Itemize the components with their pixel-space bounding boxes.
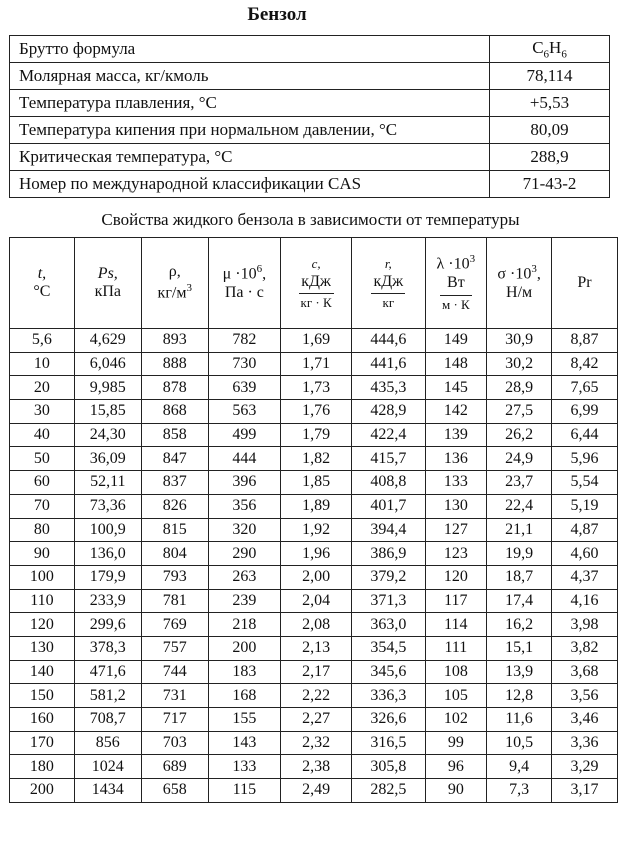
table-cell: 30,2	[487, 352, 552, 376]
table-cell: 2,32	[281, 731, 352, 755]
table-row	[10, 779, 618, 803]
table-cell: 145	[425, 376, 487, 400]
table-cell: 471,6	[74, 660, 141, 684]
info-label: Критическая температура, °C	[10, 144, 490, 171]
table-cell: 70	[10, 494, 75, 518]
table-cell: 5,19	[552, 494, 618, 518]
table-row	[10, 708, 618, 732]
table-cell: 1,73	[281, 376, 352, 400]
table-cell: 200	[10, 779, 75, 803]
table-cell: 1,79	[281, 423, 352, 447]
table-row	[10, 755, 618, 779]
table-cell: 7,3	[487, 779, 552, 803]
table-cell: 136,0	[74, 542, 141, 566]
table-cell: 3,98	[552, 613, 618, 637]
table-cell: 354,5	[352, 636, 425, 660]
table-cell: 8,42	[552, 352, 618, 376]
table-cell: 27,5	[487, 400, 552, 424]
table-cell: 133	[425, 471, 487, 495]
table-cell: 6,44	[552, 423, 618, 447]
table-cell: 17,4	[487, 589, 552, 613]
table-row	[10, 542, 618, 566]
table-cell: 815	[141, 518, 208, 542]
table-cell: 401,7	[352, 494, 425, 518]
table-cell: 22,4	[487, 494, 552, 518]
table-cell: 689	[141, 755, 208, 779]
table-row	[10, 329, 618, 353]
table-cell: 139	[425, 423, 487, 447]
table-cell: 3,68	[552, 660, 618, 684]
table-cell: 396	[208, 471, 280, 495]
table-cell: 233,9	[74, 589, 141, 613]
table-cell: 4,629	[74, 329, 141, 353]
table-cell: 1,92	[281, 518, 352, 542]
table-cell: 2,13	[281, 636, 352, 660]
table-cell: 73,36	[74, 494, 141, 518]
info-row	[10, 63, 610, 90]
table-cell: 563	[208, 400, 280, 424]
table-cell: 127	[425, 518, 487, 542]
table-cell: 435,3	[352, 376, 425, 400]
info-label: Брутто формула	[10, 36, 490, 63]
table-cell: 180	[10, 755, 75, 779]
table-cell: 757	[141, 636, 208, 660]
col-prandtl-header: Pr	[552, 238, 618, 329]
table-cell: 858	[141, 423, 208, 447]
info-value: 288,9	[490, 144, 610, 171]
table-row	[10, 352, 618, 376]
table-cell: 30,9	[487, 329, 552, 353]
table-cell: 130	[425, 494, 487, 518]
table-cell: 21,1	[487, 518, 552, 542]
table-cell: 142	[425, 400, 487, 424]
table-cell: 793	[141, 565, 208, 589]
table-cell: 717	[141, 708, 208, 732]
table-cell: 282,5	[352, 779, 425, 803]
table-cell: 3,17	[552, 779, 618, 803]
table-cell: 50	[10, 447, 75, 471]
table-cell: 90	[10, 542, 75, 566]
table-cell: 744	[141, 660, 208, 684]
table-cell: 5,6	[10, 329, 75, 353]
table-cell: 13,9	[487, 660, 552, 684]
table-cell: 36,09	[74, 447, 141, 471]
table-cell: 30	[10, 400, 75, 424]
table-cell: 1,69	[281, 329, 352, 353]
table-cell: 18,7	[487, 565, 552, 589]
table-cell: 1024	[74, 755, 141, 779]
table-cell: 730	[208, 352, 280, 376]
table-cell: 422,4	[352, 423, 425, 447]
table-cell: 2,49	[281, 779, 352, 803]
table-cell: 15,1	[487, 636, 552, 660]
table-cell: 703	[141, 731, 208, 755]
table-cell: 782	[208, 329, 280, 353]
table-cell: 170	[10, 731, 75, 755]
table-cell: 263	[208, 565, 280, 589]
table-cell: 336,3	[352, 684, 425, 708]
table-row	[10, 660, 618, 684]
table-cell: 10	[10, 352, 75, 376]
table-cell: 133	[208, 755, 280, 779]
table-cell: 639	[208, 376, 280, 400]
info-row	[10, 90, 610, 117]
table-cell: 100	[10, 565, 75, 589]
table-cell: 28,9	[487, 376, 552, 400]
table-cell: 8,87	[552, 329, 618, 353]
table-cell: 155	[208, 708, 280, 732]
table-row	[10, 684, 618, 708]
table-cell: 3,29	[552, 755, 618, 779]
table-cell: 320	[208, 518, 280, 542]
table-cell: 120	[10, 613, 75, 637]
table-cell: 114	[425, 613, 487, 637]
table-cell: 371,3	[352, 589, 425, 613]
table-cell: 90	[425, 779, 487, 803]
table-cell: 183	[208, 660, 280, 684]
table-cell: 148	[425, 352, 487, 376]
table-cell: 1434	[74, 779, 141, 803]
table-cell: 363,0	[352, 613, 425, 637]
col-vaporization-heat-header: r, $\frac{\text{кДж}}{кг}$	[352, 238, 425, 329]
table-cell: 4,16	[552, 589, 618, 613]
table-row	[10, 400, 618, 424]
table-row	[10, 731, 618, 755]
col-heat-capacity-header: c, $\frac{\text{кДж}}{кг \cdot К}$	[281, 238, 352, 329]
table-cell: 299,6	[74, 613, 141, 637]
col-surface-tension-header: $\sigma \cdot 10^3$, Н/м	[487, 238, 552, 329]
table-cell: 16,2	[487, 613, 552, 637]
table-cell: 110	[10, 589, 75, 613]
table-cell: 105	[425, 684, 487, 708]
table-cell: 499	[208, 423, 280, 447]
table-cell: 130	[10, 636, 75, 660]
table-cell: 200	[208, 636, 280, 660]
table-cell: 345,6	[352, 660, 425, 684]
info-label: Молярная масса, кг/кмоль	[10, 63, 490, 90]
table-cell: 1,89	[281, 494, 352, 518]
table-cell: 386,9	[352, 542, 425, 566]
info-row	[10, 171, 610, 198]
table-cell: 415,7	[352, 447, 425, 471]
table-cell: 856	[74, 731, 141, 755]
table-cell: 305,8	[352, 755, 425, 779]
table-row	[10, 613, 618, 637]
table-cell: 136	[425, 447, 487, 471]
table-cell: 115	[208, 779, 280, 803]
page-title: Бензол	[247, 4, 307, 25]
properties-table	[9, 237, 618, 803]
info-row	[10, 36, 610, 63]
table-row	[10, 518, 618, 542]
table-cell: 111	[425, 636, 487, 660]
table-cell: 837	[141, 471, 208, 495]
table-cell: 5,54	[552, 471, 618, 495]
table-caption: Свойства жидкого бензола в зависимости от температуры	[101, 210, 520, 229]
col-pressure-header: Ps, кПа	[74, 238, 141, 329]
table-cell: 140	[10, 660, 75, 684]
table-cell: 2,08	[281, 613, 352, 637]
table-cell: 99	[425, 731, 487, 755]
table-cell: 408,8	[352, 471, 425, 495]
info-table	[9, 35, 610, 198]
table-cell: 40	[10, 423, 75, 447]
table-cell: 20	[10, 376, 75, 400]
table-cell: 581,2	[74, 684, 141, 708]
table-cell: 290	[208, 542, 280, 566]
table-cell: 80	[10, 518, 75, 542]
table-cell: 2,17	[281, 660, 352, 684]
table-cell: 23,7	[487, 471, 552, 495]
table-cell: 316,5	[352, 731, 425, 755]
info-value: $C_6H_6$	[490, 36, 610, 63]
table-cell: 356	[208, 494, 280, 518]
table-cell: 6,99	[552, 400, 618, 424]
table-cell: 160	[10, 708, 75, 732]
table-cell: 2,38	[281, 755, 352, 779]
table-cell: 1,96	[281, 542, 352, 566]
table-cell: 10,5	[487, 731, 552, 755]
table-cell: 96	[425, 755, 487, 779]
info-value: +5,53	[490, 90, 610, 117]
table-cell: 444,6	[352, 329, 425, 353]
table-cell: 893	[141, 329, 208, 353]
col-viscosity-header: $\mu \cdot 10^6$, Па · с	[208, 238, 280, 329]
table-row	[10, 565, 618, 589]
table-cell: 6,046	[74, 352, 141, 376]
table-cell: 9,985	[74, 376, 141, 400]
table-cell: 117	[425, 589, 487, 613]
info-value: 80,09	[490, 117, 610, 144]
table-row	[10, 494, 618, 518]
col-conductivity-header: $\lambda \cdot 10^3$ $\frac{Вт}{м \cdot К}$	[425, 238, 487, 329]
table-cell: 378,3	[74, 636, 141, 660]
col-temperature-header: t, °C	[10, 238, 75, 329]
table-cell: 108	[425, 660, 487, 684]
table-cell: 239	[208, 589, 280, 613]
table-row	[10, 636, 618, 660]
info-label: Температура кипения при нормальном давлении, °C	[10, 117, 490, 144]
table-cell: 878	[141, 376, 208, 400]
table-cell: 379,2	[352, 565, 425, 589]
table-row	[10, 376, 618, 400]
table-cell: 826	[141, 494, 208, 518]
table-cell: 326,6	[352, 708, 425, 732]
table-cell: 12,8	[487, 684, 552, 708]
table-cell: 143	[208, 731, 280, 755]
table-cell: 4,37	[552, 565, 618, 589]
table-cell: 15,85	[74, 400, 141, 424]
table-cell: 428,9	[352, 400, 425, 424]
table-cell: 100,9	[74, 518, 141, 542]
col-density-header: ρ, $кг/м^3$	[141, 238, 208, 329]
table-cell: 168	[208, 684, 280, 708]
table-cell: 149	[425, 329, 487, 353]
table-cell: 24,30	[74, 423, 141, 447]
header-row	[10, 238, 618, 329]
table-cell: 444	[208, 447, 280, 471]
table-cell: 3,56	[552, 684, 618, 708]
info-value: 78,114	[490, 63, 610, 90]
table-cell: 3,46	[552, 708, 618, 732]
table-cell: 804	[141, 542, 208, 566]
table-cell: 658	[141, 779, 208, 803]
table-cell: 731	[141, 684, 208, 708]
table-cell: 123	[425, 542, 487, 566]
table-row	[10, 471, 618, 495]
table-cell: 708,7	[74, 708, 141, 732]
table-cell: 1,71	[281, 352, 352, 376]
info-value: 71-43-2	[490, 171, 610, 198]
table-cell: 847	[141, 447, 208, 471]
table-cell: 150	[10, 684, 75, 708]
table-cell: 1,76	[281, 400, 352, 424]
table-cell: 11,6	[487, 708, 552, 732]
table-row	[10, 589, 618, 613]
table-cell: 120	[425, 565, 487, 589]
table-cell: 2,22	[281, 684, 352, 708]
table-row	[10, 423, 618, 447]
table-cell: 102	[425, 708, 487, 732]
info-row	[10, 117, 610, 144]
table-cell: 2,00	[281, 565, 352, 589]
table-cell: 781	[141, 589, 208, 613]
table-cell: 9,4	[487, 755, 552, 779]
table-cell: 888	[141, 352, 208, 376]
table-cell: 2,04	[281, 589, 352, 613]
table-row	[10, 447, 618, 471]
table-cell: 3,82	[552, 636, 618, 660]
table-cell: 1,82	[281, 447, 352, 471]
table-cell: 394,4	[352, 518, 425, 542]
table-cell: 24,9	[487, 447, 552, 471]
table-cell: 7,65	[552, 376, 618, 400]
table-cell: 179,9	[74, 565, 141, 589]
table-cell: 60	[10, 471, 75, 495]
table-cell: 218	[208, 613, 280, 637]
table-cell: 441,6	[352, 352, 425, 376]
info-row	[10, 144, 610, 171]
table-cell: 1,85	[281, 471, 352, 495]
table-cell: 52,11	[74, 471, 141, 495]
info-label: Номер по международной классификации CAS	[10, 171, 490, 198]
table-cell: 4,60	[552, 542, 618, 566]
table-cell: 5,96	[552, 447, 618, 471]
info-label: Температура плавления, °C	[10, 90, 490, 117]
table-cell: 769	[141, 613, 208, 637]
table-cell: 4,87	[552, 518, 618, 542]
table-cell: 19,9	[487, 542, 552, 566]
table-cell: 868	[141, 400, 208, 424]
table-cell: 26,2	[487, 423, 552, 447]
table-cell: 3,36	[552, 731, 618, 755]
table-cell: 2,27	[281, 708, 352, 732]
